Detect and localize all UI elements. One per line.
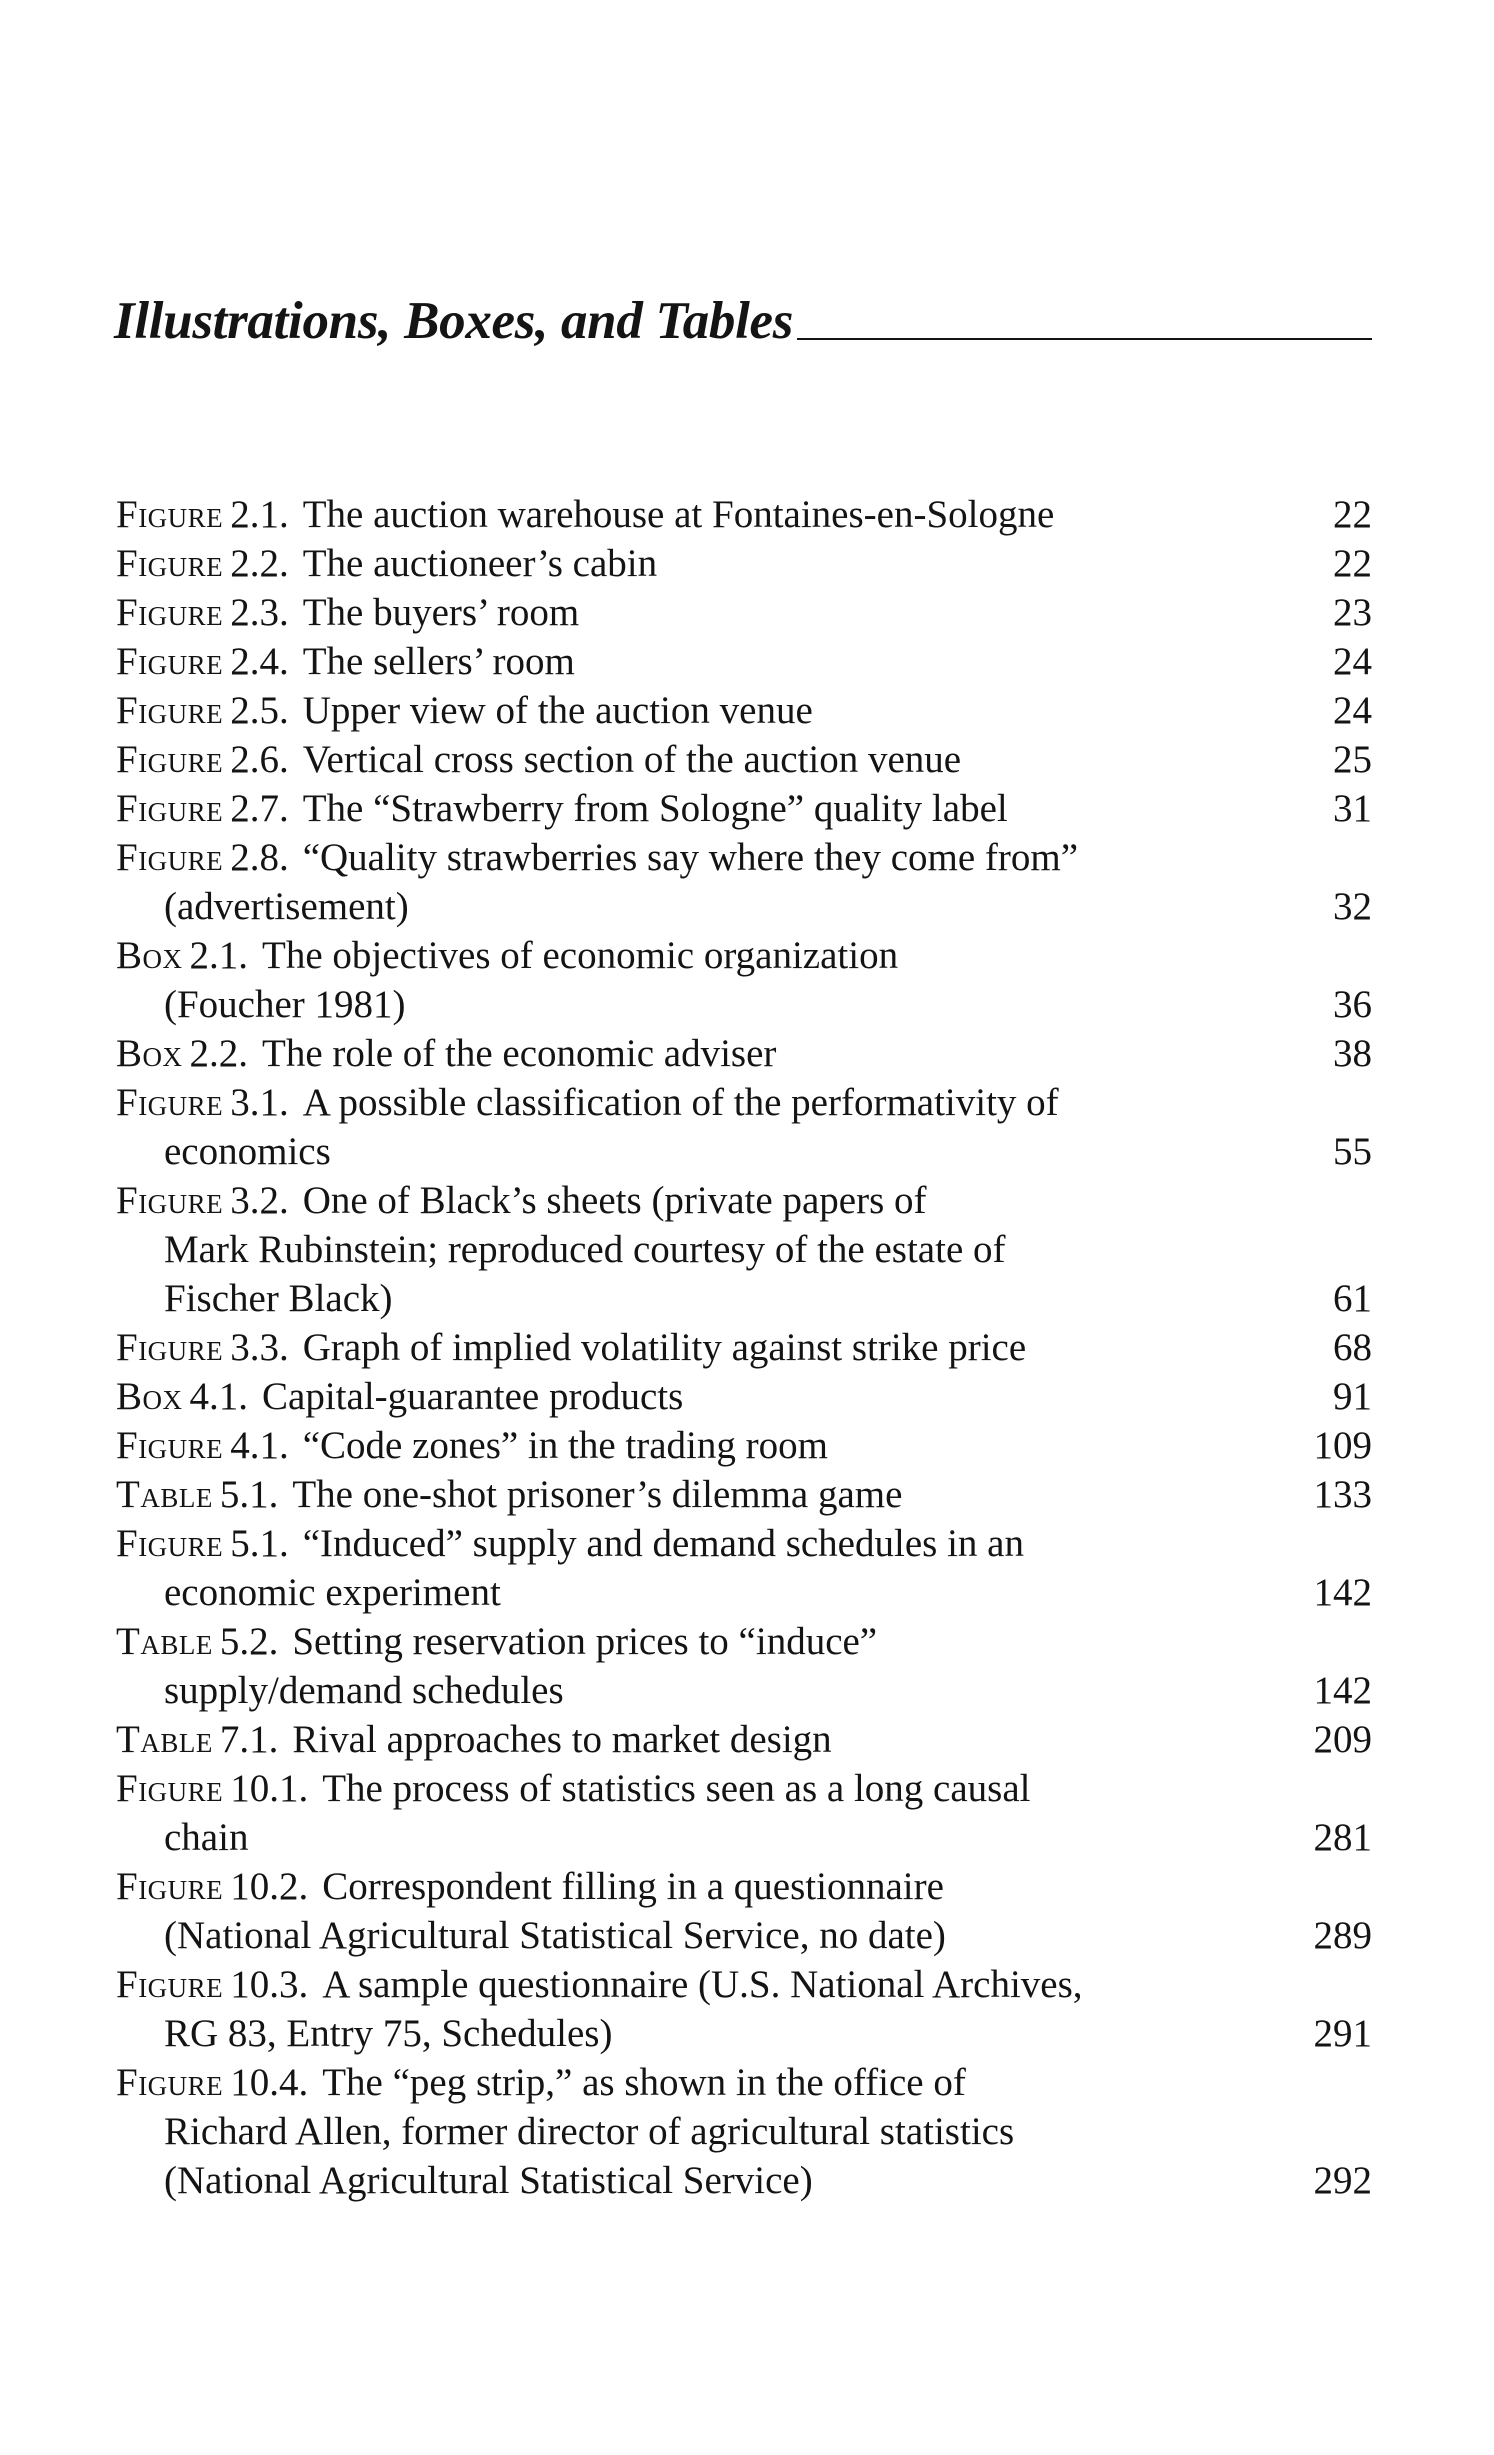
entry-number: 2.5. [230,689,289,732]
entry-number: 2.1. [189,934,249,977]
page-number: 292 [1313,2159,1372,2202]
toc-entry-text [116,1372,1252,1421]
entry-number: 3.3. [230,1326,289,1369]
toc-entry-first-line [116,1470,1372,1519]
page-number: 142 [1313,1571,1372,1614]
entry-title: Setting reservation prices to “induce” [292,1620,878,1663]
toc-entry-first-line [116,539,1372,588]
page-number: 289 [1313,1914,1372,1957]
toc-entry [116,1470,1372,1519]
toc-entry-continuation-line [116,2156,1372,2205]
toc-entry-continuation-line [116,1911,1372,1960]
toc-entry-first-line [116,784,1372,833]
entry-title: The “peg strip,” as shown in the office of [322,2061,966,2104]
toc-entry-text [116,1960,1252,2009]
page-number: 55 [1333,1130,1372,1173]
entry-number: 4.1. [189,1375,249,1418]
page-number: 61 [1333,1277,1372,1320]
toc-entry-continuation-line [116,1666,1372,1715]
toc-entry-text [116,2058,1252,2107]
toc-entry [116,833,1372,931]
entry-number: 2.6. [230,738,289,781]
entry-kind: Figure [116,738,224,781]
page-number: 24 [1333,689,1372,732]
toc-entry [116,1862,1372,1960]
entry-title: The one-shot prisoner’s dilemma game [292,1473,903,1516]
toc-entry-first-line [116,1176,1372,1225]
toc-entry-text [116,686,1252,735]
entry-number: 10.3. [230,1963,309,2006]
toc-entry-text [116,735,1252,784]
toc-entry [116,686,1372,735]
toc-entry [116,1764,1372,1862]
entry-title: Graph of implied volatility against strike price [302,1326,1027,1369]
toc-entry-first-line [116,931,1372,980]
toc-entry [116,490,1372,539]
toc-entry [116,2058,1372,2205]
toc-entry-continuation-line [116,1568,1372,1617]
entry-title: The objectives of economic organization [262,934,899,977]
entry-kind: Figure [116,787,224,830]
page-number: 91 [1333,1375,1372,1418]
toc-entry-first-line [116,1715,1372,1764]
page-number: 68 [1333,1326,1372,1369]
entry-title: “Code zones” in the trading room [302,1424,828,1467]
toc-entry-text [116,588,1252,637]
entry-title-continuation: (National Agricultural Statistical Service) [164,2159,813,2202]
toc-entry [116,1323,1372,1372]
entry-number: 2.8. [230,836,289,879]
entry-kind: Figure [116,591,224,634]
toc-entry-text [116,931,1252,980]
page-number: 25 [1333,738,1372,781]
entry-kind: Figure [116,1865,224,1908]
toc-entry [116,1960,1372,2058]
toc-entry-continuation-line [116,2107,1372,2156]
toc-entry [116,1078,1372,1176]
toc-entry-first-line [116,588,1372,637]
entry-kind: Figure [116,689,224,732]
page-number: 24 [1333,640,1372,683]
entry-title: Rival approaches to market design [292,1718,832,1761]
toc-entry [116,735,1372,784]
entry-title: A sample questionnaire (U.S. National Archives, [322,1963,1083,2006]
toc-entry-text [116,490,1252,539]
toc-entry [116,931,1372,1029]
entry-number: 2.7. [230,787,289,830]
toc-entry-continuation-line [116,1127,1372,1176]
page-number: 109 [1313,1424,1372,1467]
entry-title-continuation: (Foucher 1981) [164,983,406,1026]
entry-title-continuation: RG 83, Entry 75, Schedules) [164,2012,613,2055]
entry-title: A possible classification of the performativity of [302,1081,1059,1124]
toc-entry-continuation-line [116,980,1372,1029]
entry-title: Capital-guarantee products [262,1375,684,1418]
entry-title-continuation: Richard Allen, former director of agricultural statistics [164,2110,1015,2153]
toc-entry [116,1421,1372,1470]
page-number: 23 [1333,591,1372,634]
toc-entry-first-line [116,735,1372,784]
entry-title-continuation: supply/demand schedules [164,1669,564,1712]
page-number: 142 [1313,1669,1372,1712]
toc-entry [116,637,1372,686]
entry-kind: Figure [116,2061,224,2104]
entry-number: 2.3. [230,591,289,634]
entry-kind: Figure [116,1424,224,1467]
entry-kind: Table [116,1718,213,1761]
entry-number: 5.1. [219,1473,279,1516]
toc-entry-first-line [116,1862,1372,1911]
entry-kind: Box [116,1032,183,1075]
page-number: 133 [1313,1473,1372,1516]
entry-title: Upper view of the auction venue [302,689,813,732]
toc-entry [116,1519,1372,1617]
page-number: 291 [1313,2012,1372,2055]
heading-rule [797,338,1372,340]
toc-entry-first-line [116,1372,1372,1421]
entry-number: 5.1. [230,1522,289,1565]
entry-number: 10.1. [230,1767,309,1810]
toc-entry-first-line [116,2058,1372,2107]
entry-kind: Box [116,1375,183,1418]
entry-number: 2.2. [189,1032,249,1075]
page-number: 281 [1313,1816,1372,1859]
toc-entry-first-line [116,1029,1372,1078]
toc-entry [116,1715,1372,1764]
entry-kind: Figure [116,1963,224,2006]
entry-title: The “Strawberry from Sologne” quality label [302,787,1008,830]
entry-number: 2.2. [230,542,289,585]
toc-entry-text [116,1715,1252,1764]
entry-kind: Figure [116,1081,224,1124]
toc-entry-first-line [116,1078,1372,1127]
page-number: 36 [1333,983,1372,1026]
toc-entry [116,588,1372,637]
entry-kind: Box [116,934,183,977]
toc-entry-continuation-line [116,2009,1372,2058]
toc-entry-first-line [116,490,1372,539]
entry-number: 4.1. [230,1424,289,1467]
entry-number: 3.1. [230,1081,289,1124]
heading-row [114,278,1372,348]
toc-entry-text [116,637,1252,686]
toc-entry-first-line [116,1960,1372,2009]
toc-entry-continuation-line [116,1813,1372,1862]
page-number: 31 [1333,787,1372,830]
toc-entry-first-line [116,1323,1372,1372]
entry-kind: Figure [116,1179,224,1222]
toc-entry-text [116,1323,1252,1372]
entry-kind: Figure [116,493,224,536]
toc-entry-text [116,1421,1252,1470]
entry-title: The role of the economic adviser [262,1032,777,1075]
contents-list [116,490,1372,2205]
entry-title-continuation: Mark Rubinstein; reproduced courtesy of the estate of [164,1228,1006,1271]
toc-entry-first-line [116,833,1372,882]
entry-kind: Table [116,1620,213,1663]
page-number: 38 [1333,1032,1372,1075]
toc-entry [116,1029,1372,1078]
toc-entry [116,784,1372,833]
entry-title: Correspondent filling in a questionnaire [322,1865,944,1908]
entry-title: Vertical cross section of the auction venue [302,738,962,781]
toc-entry [116,1617,1372,1715]
toc-entry-text [116,833,1252,882]
entry-title: “Induced” supply and demand schedules in an [302,1522,1024,1565]
entry-title: The buyers’ room [302,591,580,634]
toc-entry-text [116,784,1252,833]
entry-title-continuation: chain [164,1816,249,1859]
toc-entry-text [116,1470,1252,1519]
entry-title-continuation: economics [164,1130,331,1173]
toc-entry [116,1372,1372,1421]
toc-entry-continuation-line [116,882,1372,931]
toc-entry-first-line [116,1519,1372,1568]
page-title: Illustrations, Boxes, and Tables [114,292,794,350]
entry-title: The auctioneer’s cabin [302,542,658,585]
toc-entry-text [116,1519,1252,1568]
toc-entry-first-line [116,1764,1372,1813]
entry-kind: Figure [116,1522,224,1565]
entry-title: The auction warehouse at Fontaines-en-Sologne [302,493,1055,536]
toc-entry-first-line [116,1617,1372,1666]
toc-entry-first-line [116,637,1372,686]
toc-entry-text [116,1764,1252,1813]
entry-number: 10.4. [230,2061,309,2104]
toc-entry-text [116,1176,1252,1225]
page-number: 32 [1333,885,1372,928]
entry-number: 2.1. [230,493,289,536]
toc-entry-first-line [116,686,1372,735]
toc-entry-first-line [116,1421,1372,1470]
toc-entry-text [116,1862,1252,1911]
entry-title-continuation: (advertisement) [164,885,409,928]
entry-number: 10.2. [230,1865,309,1908]
entry-title-continuation: (National Agricultural Statistical Service, no date) [164,1914,946,1957]
entry-kind: Figure [116,1326,224,1369]
entry-kind: Figure [116,640,224,683]
toc-entry-text [116,1078,1252,1127]
entry-number: 7.1. [219,1718,279,1761]
entry-title: The process of statistics seen as a long causal [322,1767,1031,1810]
entry-number: 5.2. [219,1620,279,1663]
toc-entry-text [116,1617,1252,1666]
toc-entry-continuation-line [116,1274,1372,1323]
page-number: 209 [1313,1718,1372,1761]
toc-entry-text [116,539,1252,588]
entry-kind: Figure [116,836,224,879]
entry-title-continuation: Fischer Black) [164,1277,393,1320]
page-number: 22 [1333,493,1372,536]
entry-title: The sellers’ room [302,640,575,683]
page-number: 22 [1333,542,1372,585]
entry-title: One of Black’s sheets (private papers of [302,1179,927,1222]
entry-kind: Table [116,1473,213,1516]
toc-entry-continuation-line [116,1225,1372,1274]
toc-entry [116,539,1372,588]
entry-title: “Quality strawberries say where they come from” [302,836,1079,879]
toc-entry-text [116,1029,1252,1078]
entry-kind: Figure [116,1767,224,1810]
entry-number: 3.2. [230,1179,289,1222]
entry-title-continuation: economic experiment [164,1571,501,1614]
entry-number: 2.4. [230,640,289,683]
entry-kind: Figure [116,542,224,585]
toc-entry [116,1176,1372,1323]
